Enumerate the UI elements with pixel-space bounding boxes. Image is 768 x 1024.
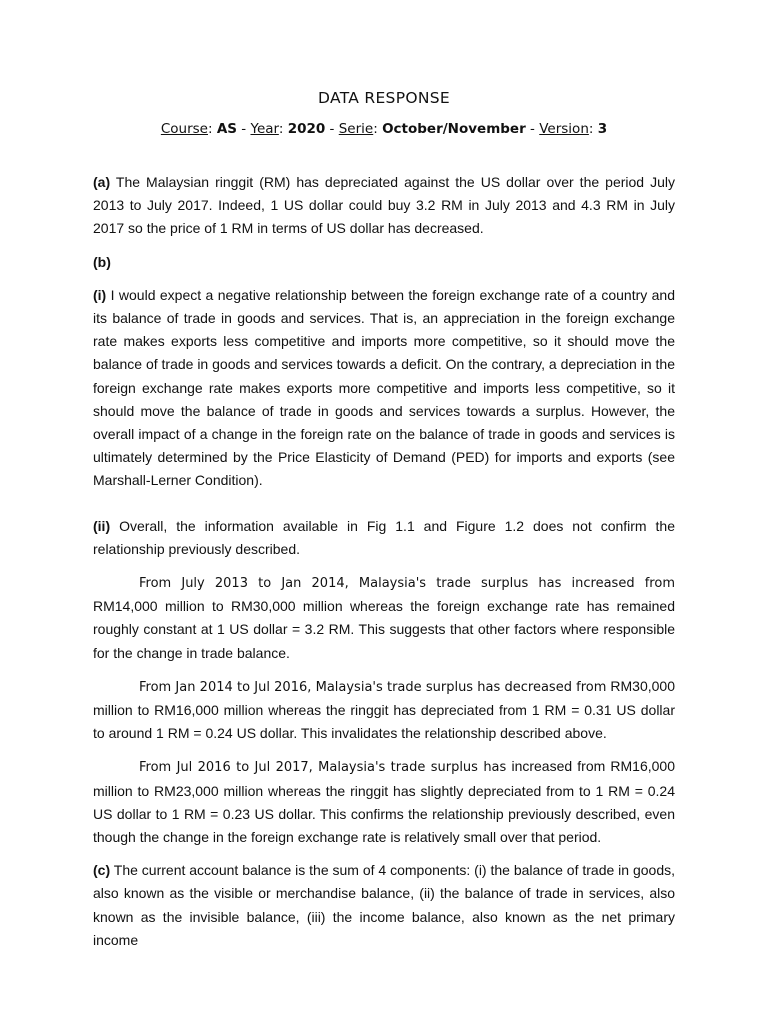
marker-b: (b) — [93, 253, 111, 270]
period-2-lead: From Jan 2014 to Jul 2016, Malaysia's trade surplus has decreased from — [139, 679, 607, 695]
paragraph-period-3 — [93, 755, 675, 849]
marker-c: (c) — [93, 862, 111, 879]
course-label: Course — [160, 121, 208, 137]
period-3-lead: From Jul 2016 to Jul 2017, Malaysia's trade surplus has — [139, 760, 507, 776]
period-2-text: RM30,000 million to RM16,000 million whereas the ringgit has depreciated from 1 RM = 0.31 US dollar to around 1 RM = 0.24 US dollar. This invalidates the relationship described above. — [93, 677, 675, 742]
version-label: Version — [539, 121, 589, 137]
serie-value: October/November — [382, 121, 526, 137]
document-page — [93, 86, 675, 962]
exam-metadata: Course: AS - Year: 2020 - Serie: October/November - Version: 3 — [160, 121, 608, 137]
year-value: 2020 — [287, 121, 326, 137]
marker-a: (a) — [93, 174, 111, 190]
marker-b-ii: (ii) — [93, 517, 111, 534]
paragraph-a — [93, 171, 675, 241]
paragraph-b-ii — [93, 515, 675, 561]
paragraph-period-1 — [93, 571, 675, 665]
document-body — [93, 171, 675, 952]
paragraph-b-ii-text: Overall, the information available in Fig 1.1 and Figure 1.2 does not confirm the relationship previously described. — [93, 517, 675, 557]
paragraph-b-i-text: I would expect a negative relationship between the foreign exchange rate of a country and its balance of trade in goods and services. That is, an appreciation in the foreign exchange rate makes exports less competitive and imports more competitive, so it should move the balance of trade in goods and services towards a deficit. On the contrary, a depreciation in the foreign exchange rate makes exports more competitive and imports less competitive, so it should move the balance of trade in goods and services towards a surplus. However, the overall impact of a change in the foreign rate on the balance of trade in goods and services is ultimately determined by the Price Elasticity of Demand (PED) for imports and exports (see Marshall-Lerner Condition). — [93, 286, 676, 489]
paragraph-a-text: The Malaysian ringgit (RM) has depreciated against the US dollar over the period July 2013 to July 2017. Indeed, 1 US dollar could buy 3.2 RM in July 2013 and 4.3 RM in July 2017 so the price of 1 RM in terms of US dollar has decreased. — [93, 174, 675, 237]
paragraph-c — [93, 859, 675, 952]
page-title: DATA RESPONSE — [318, 89, 450, 107]
period-1-text: RM14,000 million to RM30,000 million whereas the foreign exchange rate has remained roughly constant at 1 US dollar = 3.2 RM. This suggests that other factors where responsible for the change in trade balance. — [93, 598, 675, 661]
paragraph-period-2 — [93, 675, 675, 746]
serie-label: Serie — [338, 121, 374, 137]
paragraph-c-text: The current account balance is the sum of 4 components: (i) the balance of trade in goods, also known as the visible or merchandise balance, (ii) the balance of trade in services, also known as the invisible balance, (iii) the income balance, also known as the net primary income — [93, 862, 675, 948]
paragraph-b — [93, 251, 675, 274]
version-value: 3 — [597, 121, 608, 137]
year-label: Year — [250, 121, 279, 137]
course-value: AS — [216, 121, 238, 137]
period-3-text: increased from RM16,000 million to RM23,000 million whereas the ringgit has slightly depreciated from to 1 RM = 0.24 US dollar to 1 RM = 0.23 US dollar. This confirms the relationship previously described, even though the change in the foreign exchange rate is relatively small over that period. — [93, 758, 676, 846]
period-1-lead: From July 2013 to Jan 2014, Malaysia's trade surplus has increased from — [139, 576, 675, 592]
paragraph-b-i — [93, 284, 675, 493]
marker-b-i: (i) — [93, 286, 107, 303]
